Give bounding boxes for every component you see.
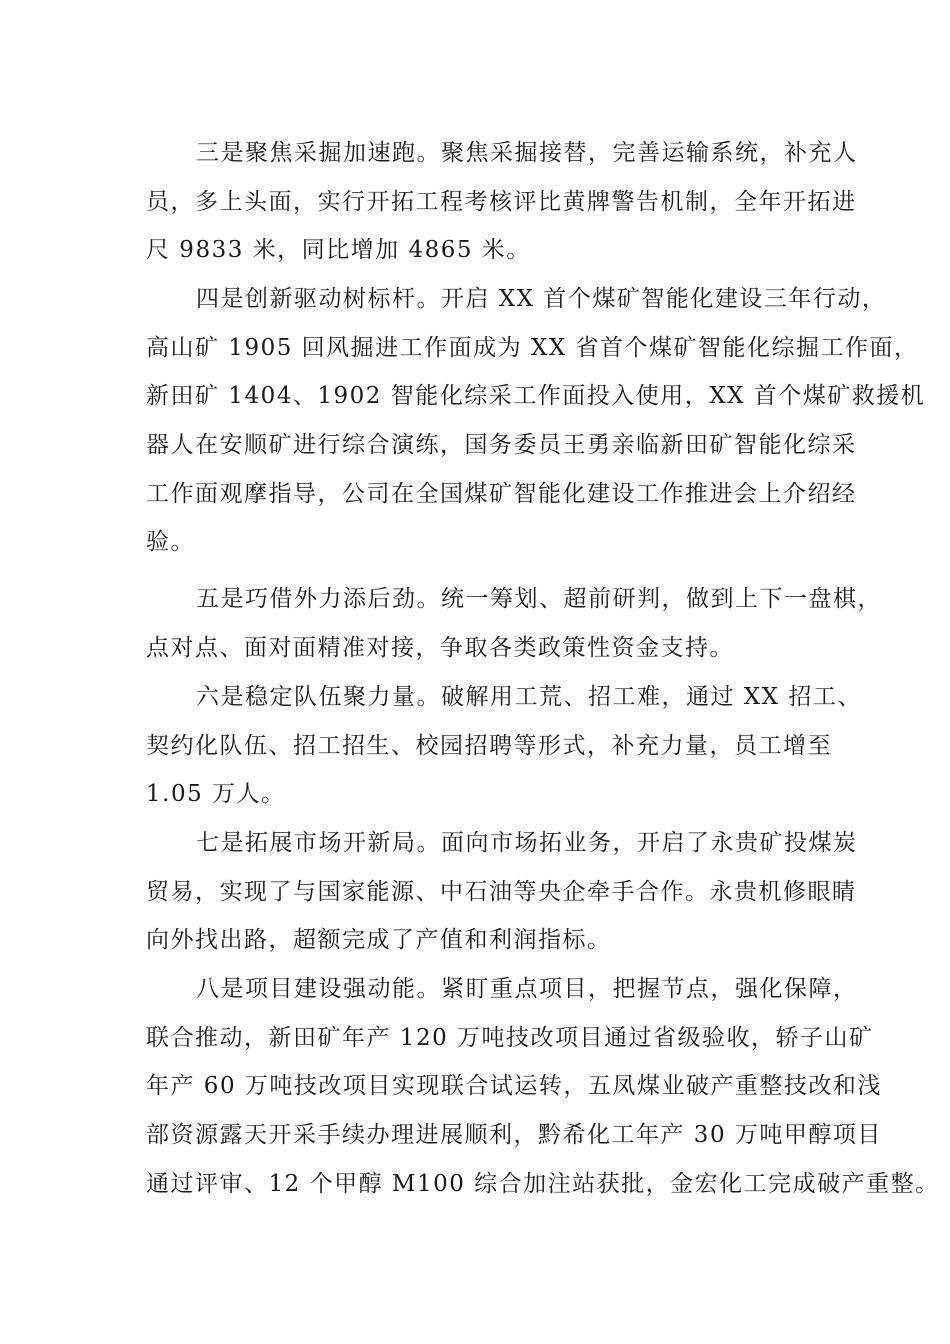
paragraph-6-line-2: 联合推动，新田矿年产 120 万吨技改项目通过省级验收，轿子山矿	[146, 1025, 874, 1051]
paragraph-4-line-1: 六是稳定队伍聚力量。破解用工荒、招工难，通过 XX 招工、	[196, 684, 862, 710]
paragraph-3-line-1: 五是巧借外力添后劲。统一筹划、超前研判，做到上下一盘棋，	[196, 586, 882, 612]
paragraph-2-line-4: 器人在安顺矿进行综合演练，国务委员王勇亲临新田矿智能化综采	[146, 432, 857, 458]
paragraph-1-line-1: 三是聚焦采掘加速跑。聚焦采掘接替，完善运输系统，补充人	[196, 140, 858, 166]
paragraph-3-line-2: 点对点、面对面精准对接，争取各类政策性资金支持。	[146, 635, 734, 661]
paragraph-6-line-1: 八是项目建设强动能。紧盯重点项目，把握节点，强化保障，	[196, 976, 858, 1002]
paragraph-2-line-3: 新田矿 1404、1902 智能化综采工作面投入使用，XX 首个煤矿救援机	[146, 383, 926, 409]
paragraph-6-line-5: 通过评审、12 个甲醇 M100 综合加注站获批，金宏化工完成破产重整。	[146, 1171, 940, 1197]
paragraph-5-line-2: 贸易，实现了与国家能源、中石油等央企牵手合作。永贵机修眼睛	[146, 879, 857, 905]
paragraph-2-line-2: 高山矿 1905 回风掘进工作面成为 XX 省首个煤矿智能化综掘工作面，	[146, 335, 919, 361]
paragraph-5-line-1: 七是拓展市场开新局。面向市场拓业务，开启了永贵矿投煤炭	[196, 830, 858, 856]
paragraph-4-line-3: 1.05 万人。	[146, 781, 286, 807]
paragraph-2-line-1: 四是创新驱动树标杆。开启 XX 首个煤矿智能化建设三年行动，	[196, 286, 887, 312]
paragraph-1-line-3: 尺 9833 米，同比增加 4865 米。	[146, 237, 531, 263]
paragraph-2-line-6: 验。	[146, 529, 195, 555]
paragraph-6-line-3: 年产 60 万吨技改项目实现联合试运转，五凤煤业破产重整技改和浅	[146, 1073, 882, 1099]
paragraph-2-line-5: 工作面观摩指导，公司在全国煤矿智能化建设工作推进会上介绍经	[146, 481, 857, 507]
paragraph-4-line-2: 契约化队伍、招工招生、校园招聘等形式，补充力量，员工增至	[146, 733, 832, 759]
paragraph-6-line-4: 部资源露天开采手续办理进展顺利，黔希化工年产 30 万吨甲醇项目	[146, 1122, 882, 1148]
paragraph-1-line-2: 员，多上头面，实行开拓工程考核评比黄牌警告机制，全年开拓进	[146, 189, 857, 215]
paragraph-5-line-3: 向外找出路，超额完成了产值和利润指标。	[146, 927, 612, 953]
